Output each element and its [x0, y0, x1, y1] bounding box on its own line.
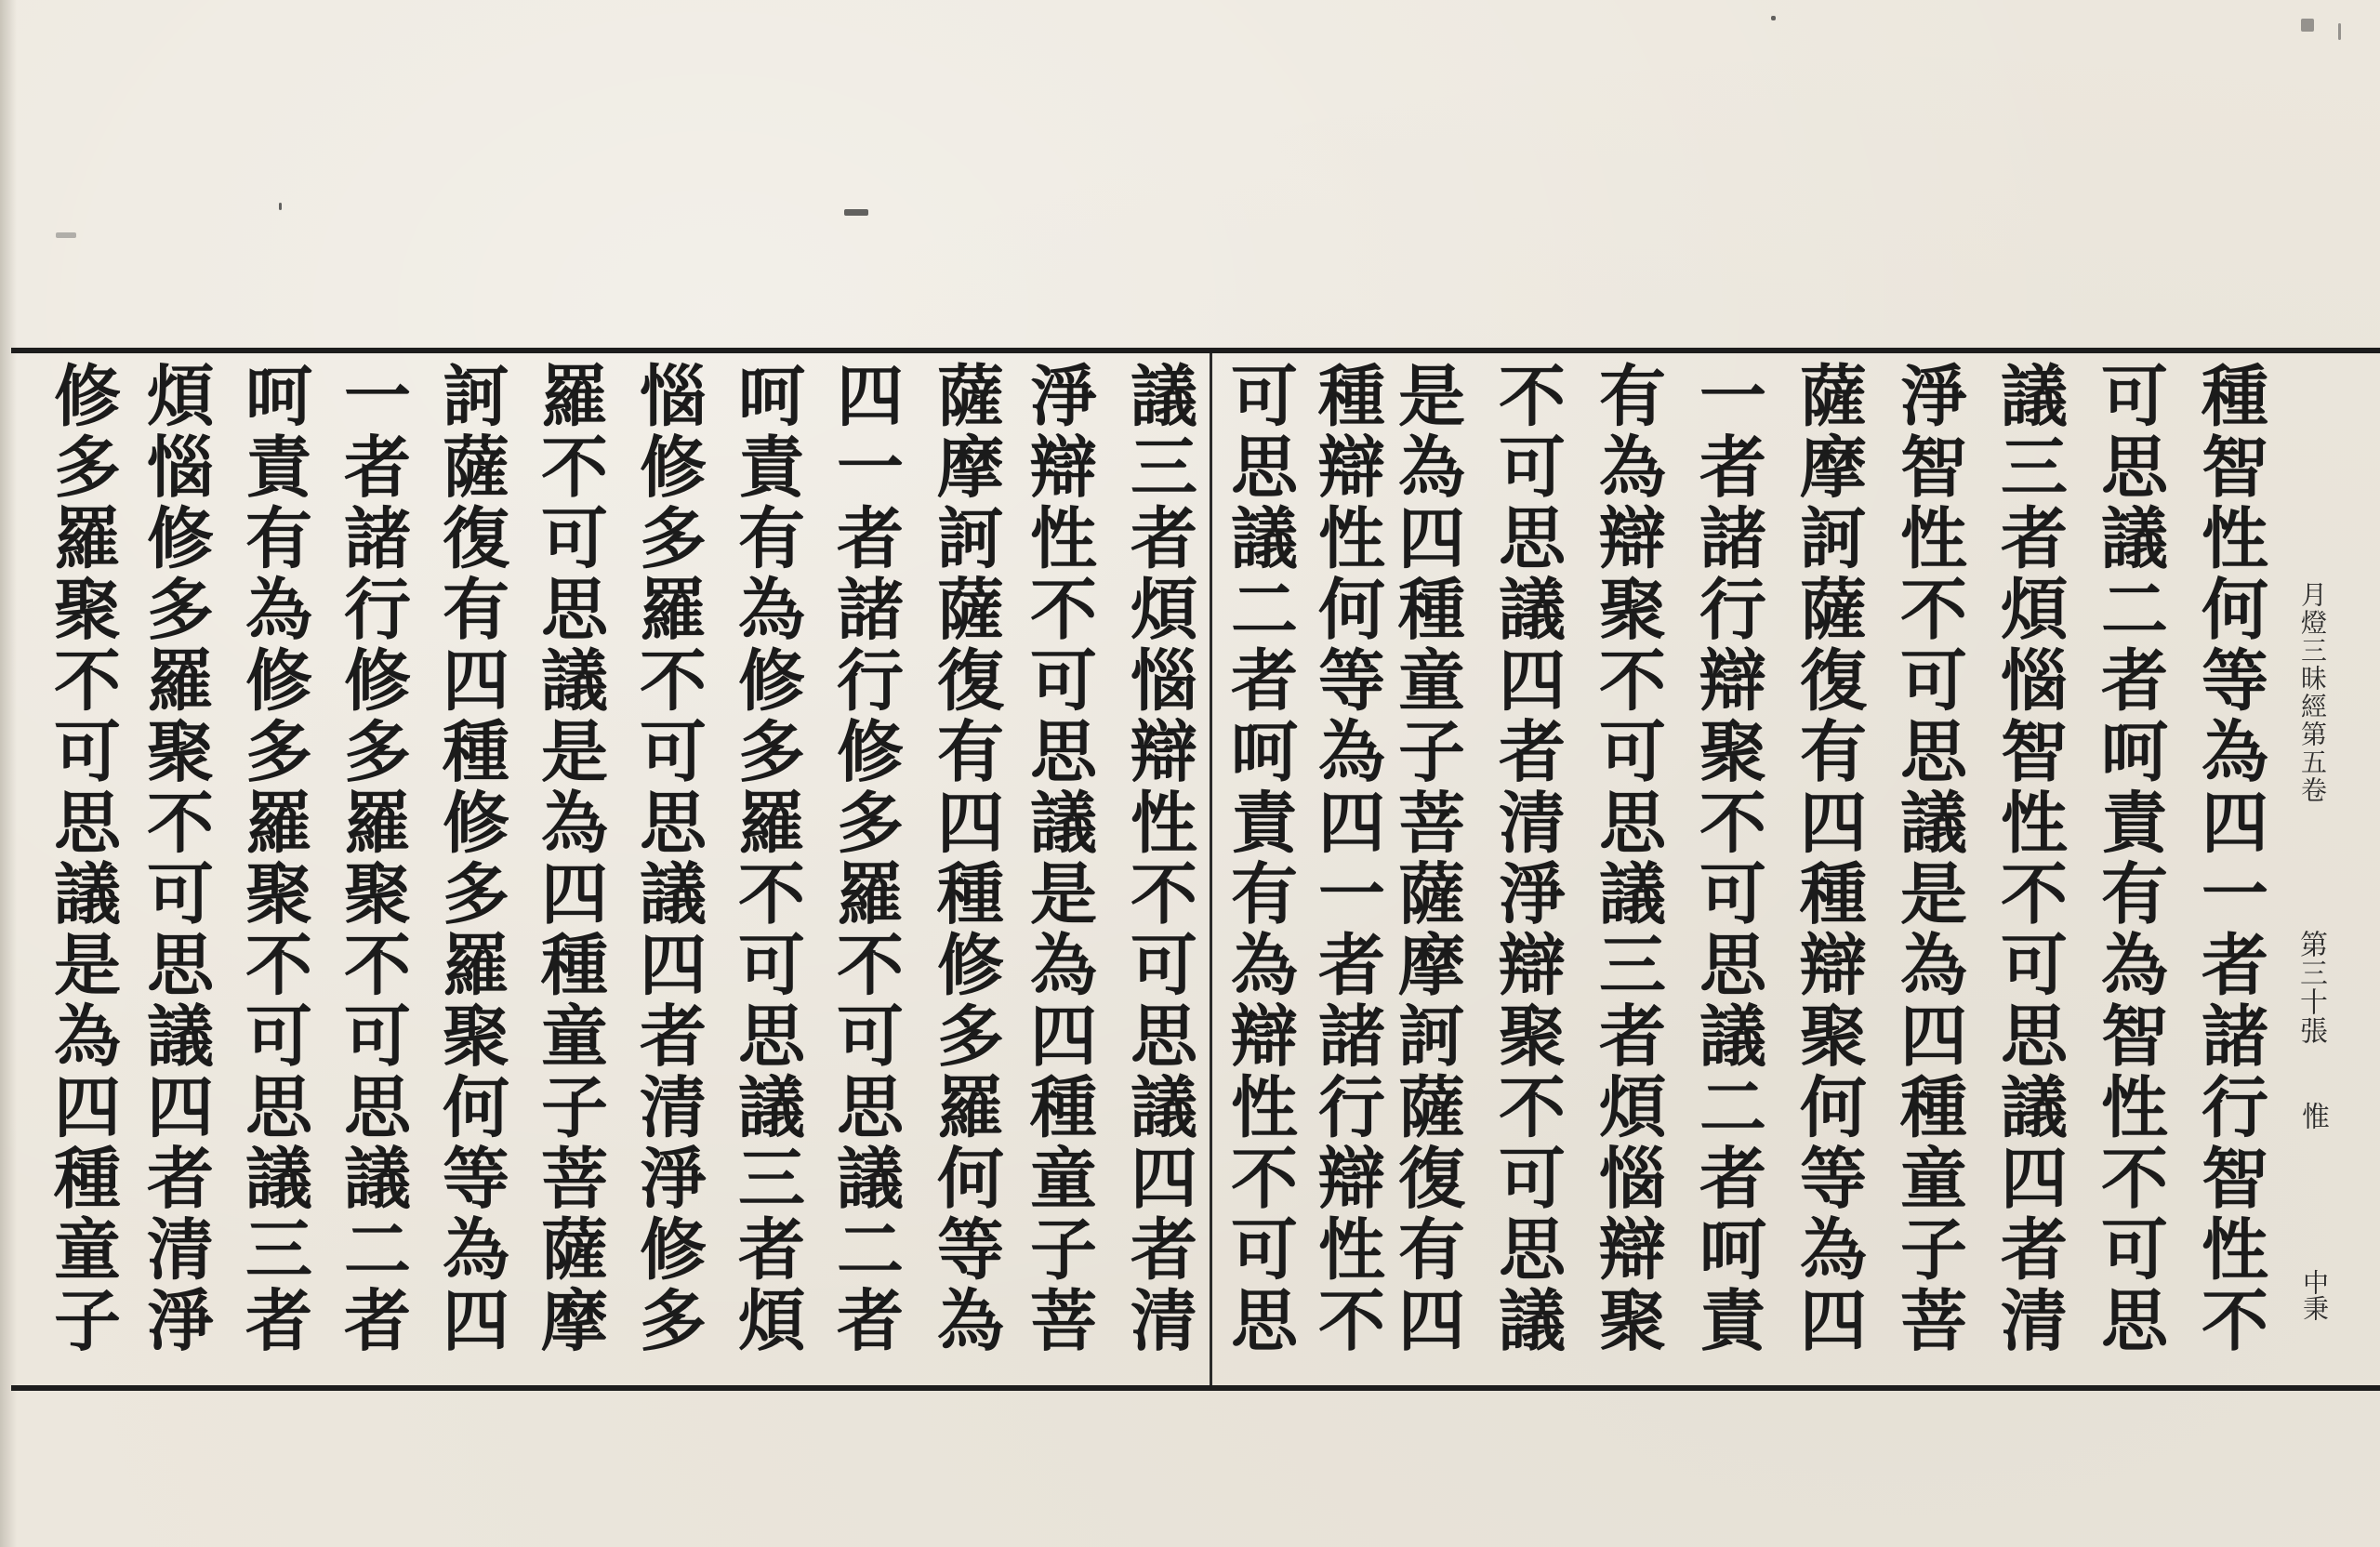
text-column-20: 一者諸行修多羅聚不可思議二者 [333, 361, 412, 1356]
text-column-2: 可思議二者呵責有為智性不可思 [2090, 361, 2169, 1356]
margin-leaf-number: 第三十張 [2294, 930, 2327, 1045]
text-column-1: 種智性何等為四一者諸行智性不 [2190, 361, 2269, 1356]
ink-speck [56, 232, 76, 238]
margin-extra-mark: 中秉 [2299, 1269, 2330, 1321]
text-column-6: 一者諸行辯聚不可思議二者呵責 [1688, 361, 1767, 1356]
text-column-15: 四一者諸行修多羅不可思議二者 [826, 361, 905, 1356]
text-column-10: 種辯性何等為四一者諸行辯性不 [1307, 361, 1386, 1356]
text-column-13: 淨辯性不可思議是為四種童子菩 [1019, 361, 1098, 1356]
page-edge-shadow [0, 0, 17, 1547]
ink-speck [1771, 16, 1776, 20]
ink-speck [844, 209, 868, 216]
text-column-3: 議三者煩惱智性不可思議四者清 [1990, 361, 2069, 1356]
text-column-19: 訶薩復有四種修多羅聚何等為四 [431, 361, 510, 1356]
margin-sutra-title: 月燈三昧經第五卷 [2297, 581, 2328, 804]
text-column-14: 薩摩訶薩復有四種修多羅何等為 [926, 361, 1005, 1356]
text-column-4: 淨智性不可思議是為四種童子菩 [1889, 361, 1968, 1356]
text-column-8: 不可思議四者清淨辯聚不可思議 [1488, 361, 1567, 1356]
text-column-23: 修多羅聚不可思議是為四種童子 [43, 361, 122, 1356]
text-column-5: 薩摩訶薩復有四種辯聚何等為四 [1789, 361, 1868, 1356]
text-column-9: 是為四種童子菩薩摩訶薩復有四 [1387, 361, 1466, 1356]
ink-speck [2338, 23, 2341, 40]
text-column-12: 議三者煩惱辯性不可思議四者清 [1119, 361, 1198, 1356]
margin-carver-name: 惟 [2296, 1102, 2329, 1130]
text-column-21: 呵責有為修多羅聚不可思議三者 [234, 361, 313, 1356]
block-center-divider [1210, 353, 1212, 1385]
ink-speck [2301, 19, 2314, 32]
text-column-7: 有為辯聚不可思議三者煩惱辯聚 [1588, 361, 1667, 1356]
text-column-16: 呵責有為修多羅不可思議三者煩 [727, 361, 806, 1356]
text-column-17: 惱修多羅不可思議四者清淨修多 [628, 361, 707, 1356]
ink-speck [279, 203, 282, 210]
text-column-18: 羅不可思議是為四種童子菩薩摩 [530, 361, 609, 1356]
text-column-11: 可思議二者呵責有為辯性不可思 [1220, 361, 1299, 1356]
text-column-22: 煩惱修多羅聚不可思議四者清淨 [136, 361, 215, 1356]
block-top-border [11, 348, 2380, 353]
